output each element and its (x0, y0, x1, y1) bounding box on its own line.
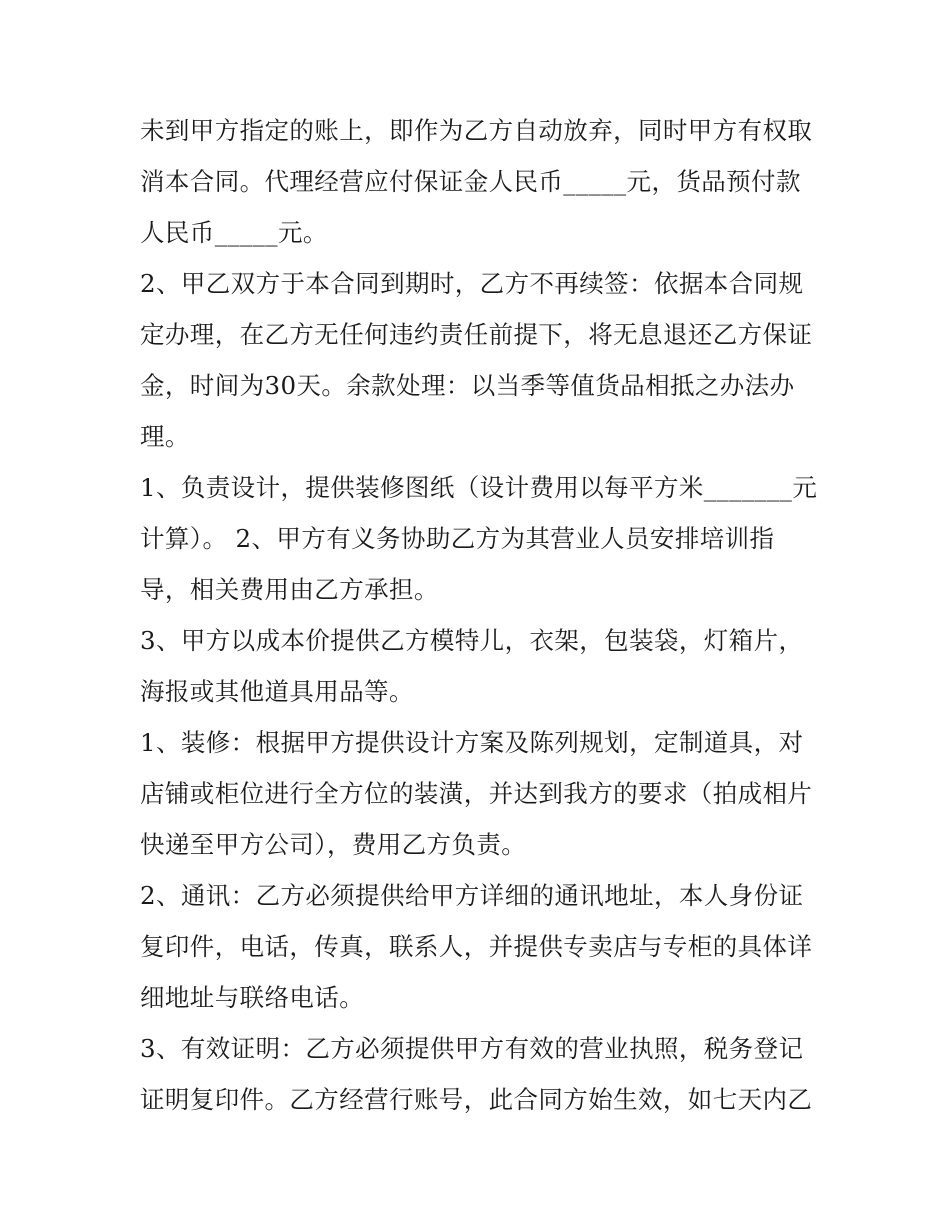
text-line: 计算）。 2、甲方有义务协助乙方为其营业人员安排培训指 (140, 524, 775, 553)
contract-text-body (140, 105, 830, 1125)
text-line: 海报或其他道具用品等。 (140, 677, 414, 706)
text-line: 1、装修：根据甲方提供设计方案及陈列规划，定制道具，对 (140, 728, 804, 757)
text-line: 金，时间为30天。余款处理：以当季等值货品相抵之办法办 (140, 371, 795, 400)
text-line: 细地址与联络电话。 (140, 983, 365, 1012)
text-line: 店铺或柜位进行全方位的装潢，并达到我方的要求（拍成相片 (140, 779, 813, 808)
text-line: 快递至甲方公司），费用乙方负责。 (140, 830, 527, 859)
text-line: 导，相关费用由乙方承担。 (140, 575, 439, 604)
text-line: 2、甲乙双方于本合同到期时，乙方不再续签：依据本合同规 (140, 269, 804, 298)
text-line: 定办理，在乙方无任何违约责任前提下，将无息退还乙方保证 (140, 320, 813, 349)
text-line: 理。 (140, 422, 190, 451)
text-line: 未到甲方指定的账上，即作为乙方自动放弃，同时甲方有权取 (140, 116, 813, 145)
text-line: 人民币_____元。 (140, 218, 328, 247)
text-line: 3、甲方以成本价提供乙方模特儿，衣架，包装袋，灯箱片， (140, 626, 804, 655)
text-line: 3、有效证明：乙方必须提供甲方有效的营业执照，税务登记 (140, 1034, 804, 1063)
text-line: 复印件，电话，传真，联系人，并提供专卖店与专柜的具体详 (140, 932, 813, 961)
text-line: 证明复印件。乙方经营行账号，此合同方始生效，如七天内乙 (140, 1085, 813, 1114)
text-line: 2、通讯：乙方必须提供给甲方详细的通讯地址，本人身份证 (140, 881, 804, 910)
text-line: 1、负责设计，提供装修图纸（设计费用以每平方米_______元 (140, 473, 818, 502)
text-line: 消本合同。代理经营应付保证金人民币_____元，货品预付款 (140, 167, 801, 196)
